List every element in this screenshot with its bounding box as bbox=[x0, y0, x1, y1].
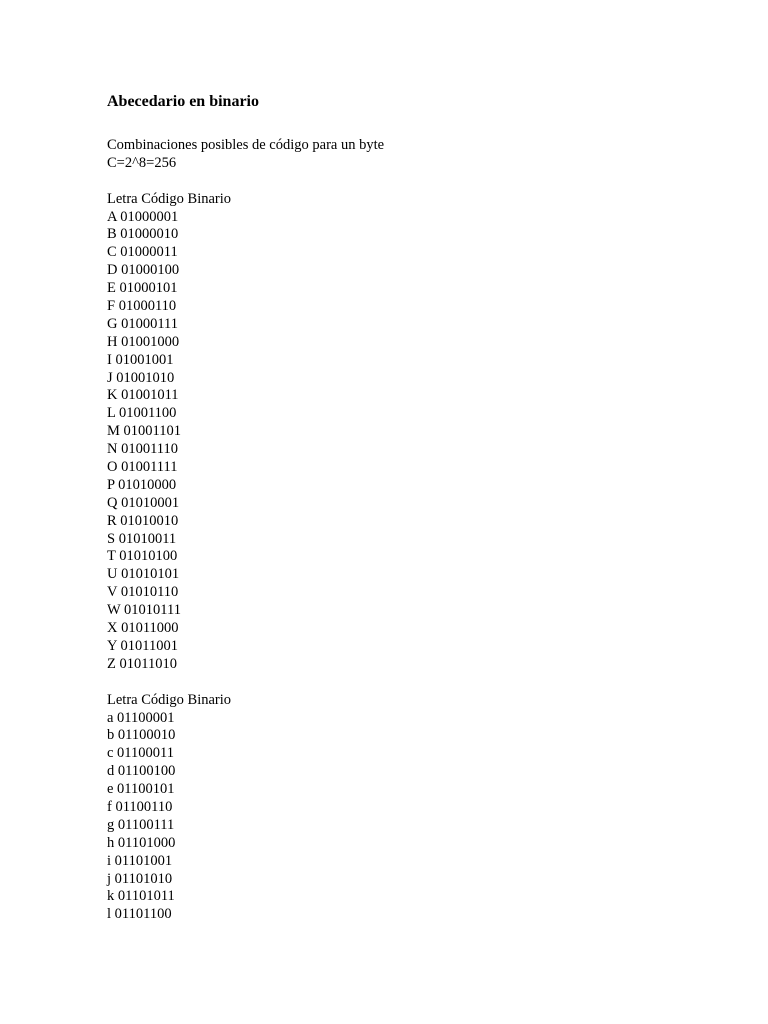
spacer bbox=[107, 113, 707, 137]
table-row: G 01000111 bbox=[107, 315, 179, 332]
document-page bbox=[107, 91, 707, 924]
table-row: E 01000101 bbox=[107, 280, 178, 297]
table-header: Letra Código Binario bbox=[107, 691, 232, 708]
table-row: M 01001101 bbox=[107, 423, 181, 440]
table-row: g 01100111 bbox=[107, 816, 175, 833]
table-row: e 01100101 bbox=[107, 781, 175, 798]
table-row: B 01000010 bbox=[107, 226, 179, 243]
table-row: f 01100110 bbox=[107, 798, 173, 815]
table-row: d 01100100 bbox=[107, 763, 176, 780]
table-row: P 01010000 bbox=[107, 476, 177, 493]
table-row: k 01101011 bbox=[107, 888, 175, 905]
table-row: F 01000110 bbox=[107, 298, 177, 315]
table-row: i 01101001 bbox=[107, 852, 173, 869]
table-row: T 01010100 bbox=[107, 548, 178, 565]
table-row: L 01001100 bbox=[107, 405, 177, 422]
table-row: N 01001110 bbox=[107, 441, 179, 458]
table-row: C 01000011 bbox=[107, 244, 178, 261]
table-row: Q 01010001 bbox=[107, 494, 180, 511]
table-row: O 01001111 bbox=[107, 459, 178, 476]
lowercase-table bbox=[107, 692, 707, 925]
table-row: h 01101000 bbox=[107, 834, 176, 851]
table-row: a 01100001 bbox=[107, 709, 175, 726]
table-row: b 01100010 bbox=[107, 727, 176, 744]
uppercase-table bbox=[107, 191, 707, 674]
table-row: D 01000100 bbox=[107, 262, 180, 279]
intro-line: Combinaciones posibles de código para un byte bbox=[107, 137, 385, 153]
table-row: Y 01011001 bbox=[107, 637, 179, 654]
table-row: c 01100011 bbox=[107, 745, 174, 762]
table-row: J 01001010 bbox=[107, 369, 175, 386]
table-row: Z 01011010 bbox=[107, 655, 177, 672]
table-row: I 01001001 bbox=[107, 351, 174, 368]
table-row: l 01101100 bbox=[107, 906, 172, 923]
table-row: K 01001011 bbox=[107, 387, 179, 404]
table-header: Letra Código Binario bbox=[107, 190, 232, 207]
lowercase-rows bbox=[107, 710, 707, 925]
table-row: W 01010111 bbox=[107, 602, 181, 619]
table-row: j 01101010 bbox=[107, 870, 173, 887]
uppercase-rows bbox=[107, 209, 707, 674]
table-row: H 01001000 bbox=[107, 333, 180, 350]
table-row: U 01010101 bbox=[107, 566, 180, 583]
document-title: Abecedario en binario bbox=[107, 93, 259, 110]
spacer bbox=[107, 674, 707, 692]
spacer bbox=[107, 173, 707, 191]
intro-formula: C=2^8=256 bbox=[107, 154, 177, 171]
table-row: R 01010010 bbox=[107, 512, 179, 529]
table-row: S 01010011 bbox=[107, 530, 177, 547]
table-row: V 01010110 bbox=[107, 584, 179, 601]
table-row: A 01000001 bbox=[107, 208, 179, 225]
table-row: X 01011000 bbox=[107, 620, 179, 637]
